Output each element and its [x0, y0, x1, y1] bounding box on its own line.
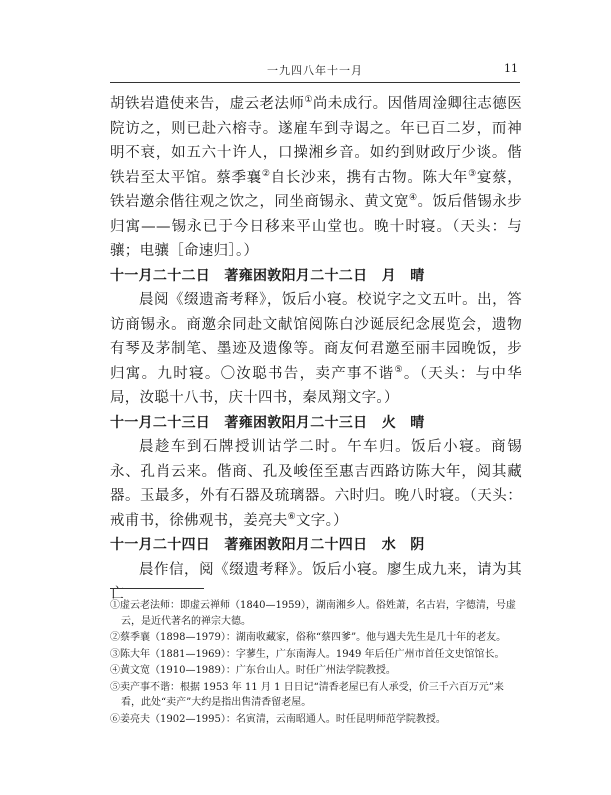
diary-body [110, 92, 522, 607]
footnote-ref-4: ④ [408, 193, 418, 204]
date-heading-nov-22: 十一月二十二日 著雍困敦阳月二十二日 月 晴 [110, 267, 425, 284]
text-run: 宴蔡，铁岩邀余偕往观之饮之，同坐商锡永、黄文宽 [110, 169, 523, 210]
text-run: 尚未成行。因偕周淦卿往志德医院访之，则已赴六榕寺。遂雇车到寺谒之。年已百二岁，而神明不衰，如五六十许人，口操湘乡音。如约到财政厅少谈。偕铁岩至太平馆。蔡季襄 [110, 96, 523, 186]
footnote-ref-6: ⑥ [287, 511, 296, 522]
footnotes [110, 598, 522, 728]
entry-nov-23 [110, 435, 522, 533]
header-title: 一九四八年十一月 [267, 64, 363, 77]
date-heading-nov-24: 十一月二十四日 著雍困敦阳月二十四日 水 阴 [110, 537, 425, 553]
footnote-3: ③陈大年（1881—1969）：字蓼生，广东南海人。1949 年后任广州市首任文史馆馆长。 [110, 648, 505, 660]
text-run: 晨阅《缀遗斋考释》，饭后小寝。校说字之文五叶。出，答访商锡永。商邀余同赴文献馆阅陈白沙诞辰纪念展览会，遗物有琴及茅制笔、墨迹及遗像等。商友何君邀至丽丰园晚饭，步归寓。九时寝。〇汝聪书告，卖产事不谐 [110, 292, 522, 382]
footnote-5: ⑤卖产事不谐：根据 1953 年 11 月 1 日日记“清香老屋已有人承受，价三千六百万元”来看，此处“卖产”大约是指出售清香留老屋。 [110, 681, 504, 708]
footnote-6: ⑥姜亮夫（1902—1995）：名寅清，云南昭通人。时任昆明师范学院教授。 [110, 713, 446, 725]
date-heading-nov-23: 十一月二十三日 著雍困敦阳月二十三日 火 晴 [110, 414, 425, 431]
footnote-ref-5: ⑤ [394, 364, 404, 375]
footnote-ref-1: ① [304, 95, 313, 106]
paragraph-continued [110, 92, 522, 264]
footnote-4: ④黄文宽（1910—1989）：广东台山人。时任广州法学院教授。 [110, 665, 396, 676]
text-run: 胡铁岩遣使来告，虚云老法师 [110, 96, 305, 112]
text-run: 文字。） [295, 512, 348, 529]
footnote-divider [110, 588, 204, 589]
footnote-1: ①虚云老法师：即虚云禅师（1840—1959），湖南湘乡人。俗姓萧，名古岩，字德清，号虚云，是近代著名的禅宗大德。 [110, 600, 516, 627]
text-run: 晨作信，阅《缀遗考释》。饭后小寝。廖生成九来，请为其亡 [110, 561, 522, 602]
text-run: 晨趁车到石牌授训诂学二时。午车归。饭后小寝。商锡永、孔肖云来。偕商、孔及峻侄至惠吉西路访陈大年，阅其藏器。玉最多，外有石器及琉璃器。六时归。晚八时寝。（天头：戒甫书，徐佛观书，姜亮夫 [110, 439, 522, 529]
entry-nov-22 [110, 288, 522, 411]
text-run: 自长沙来，携有古物。陈大年 [270, 169, 469, 186]
footnote-ref-3: ③ [468, 168, 477, 179]
footnote-ref-2: ② [261, 168, 271, 179]
footnote-2: ②蔡季襄（1898—1979）：湖南收藏家，俗称“蔡四爹”。他与遇夫先生是几十年的老友。 [110, 632, 507, 643]
text-run: 。饭后偕锡永步归寓——锡永已于今日移来平山堂也。晚十时寝。（天头：与骧；电骧［命速归］。） [110, 194, 523, 259]
running-header [110, 56, 520, 83]
text-run: 。（天头：与中华局，汝聪十八书，庆十四书，秦凤翔文字。） [110, 365, 522, 406]
page-number: 11 [504, 62, 518, 75]
